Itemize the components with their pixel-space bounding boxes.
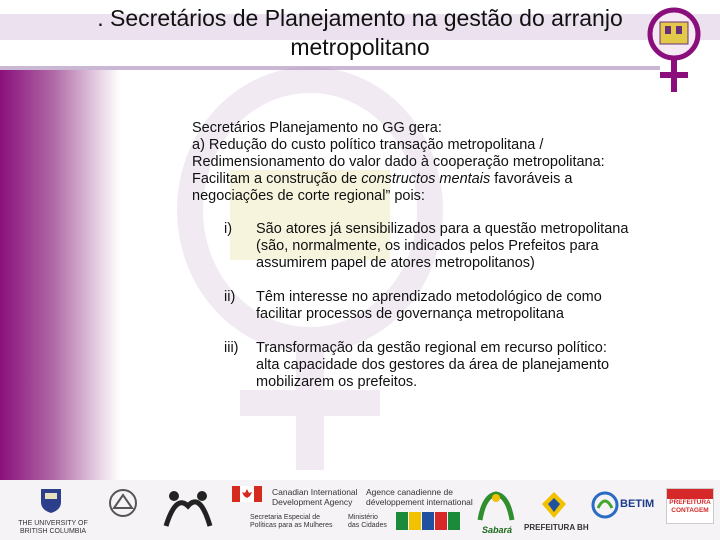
partner-logos-footer [0,480,720,540]
list-item-text: Têm interesse no aprendizado metodológico de como facilitar processos de governança metropolitana [256,289,602,322]
sec-mulheres-label: Secretaria Especial de Políticas para as Mulheres [250,514,333,529]
list-item-number: iii) [224,340,239,356]
brasil-logo-icon [396,512,460,536]
pbh-logo-icon [540,490,568,520]
list-item-number: i) [224,221,233,237]
list-item-text: Transformação da gestão regional em recurso político: alta capacidade dos gestores da área de planejamento mobilizarem os prefeitos. [256,340,610,390]
page-title [0,4,720,62]
canada-flag-icon [232,486,262,502]
list-item-number: ii) [224,289,236,305]
list-item [224,340,692,391]
intro-line-2: a) Redução do custo político transação metropolitana / [192,137,544,153]
intro-paragraph [192,120,692,205]
ubc-crest-icon [40,488,62,514]
list-item [224,289,692,323]
sabara-label: Sabará [482,525,513,535]
intro-line-5: negociações de corte regional” pois: [192,188,425,204]
list-item [224,221,692,272]
sabara-logo-icon [476,490,516,524]
intro-line-1: Secretários Planejamento no GG gera: [192,120,442,136]
cida-french: Agence canadienne de développement international [366,487,473,507]
title-line-1: . Secretários de Planejamento na gestão do arranjo [97,5,623,31]
emphasis-constructos: constructos mentais [361,171,491,187]
dancers-logo-icon [160,486,216,534]
main-content [192,120,692,408]
ministerio-cidades-label: Ministério das Cidades [348,514,387,529]
ubc-label: THE UNIVERSITY OF BRITISH COLUMBIA [18,520,88,535]
betim-label: BETIM [620,498,655,510]
contagem-logo: PREFEITURA CONTAGEM [666,488,714,524]
intro-line-4: Facilitam a construção de constructos mentais favoráveis a [192,171,573,187]
list-item-text: São atores já sensibilizados para a questão metropolitana (são, normalmente, os indicados pelos Prefeitos para assumirem papel de atores metropolitanos) [256,221,629,271]
reasons-list [192,221,692,391]
title-line-2: metropolitano [290,34,430,60]
intro-line-3: Redimensionamento do valor dado à cooperação metropolitana: [192,154,605,170]
pbh-label: PREFEITURA BH [524,523,589,532]
left-decorative-stripe [0,70,120,480]
betim-logo-icon [590,490,620,520]
cida-english: Canadian International Development Agency [272,487,358,507]
human-settlements-logo-icon [108,488,138,518]
venus-logo-icon [636,4,712,96]
